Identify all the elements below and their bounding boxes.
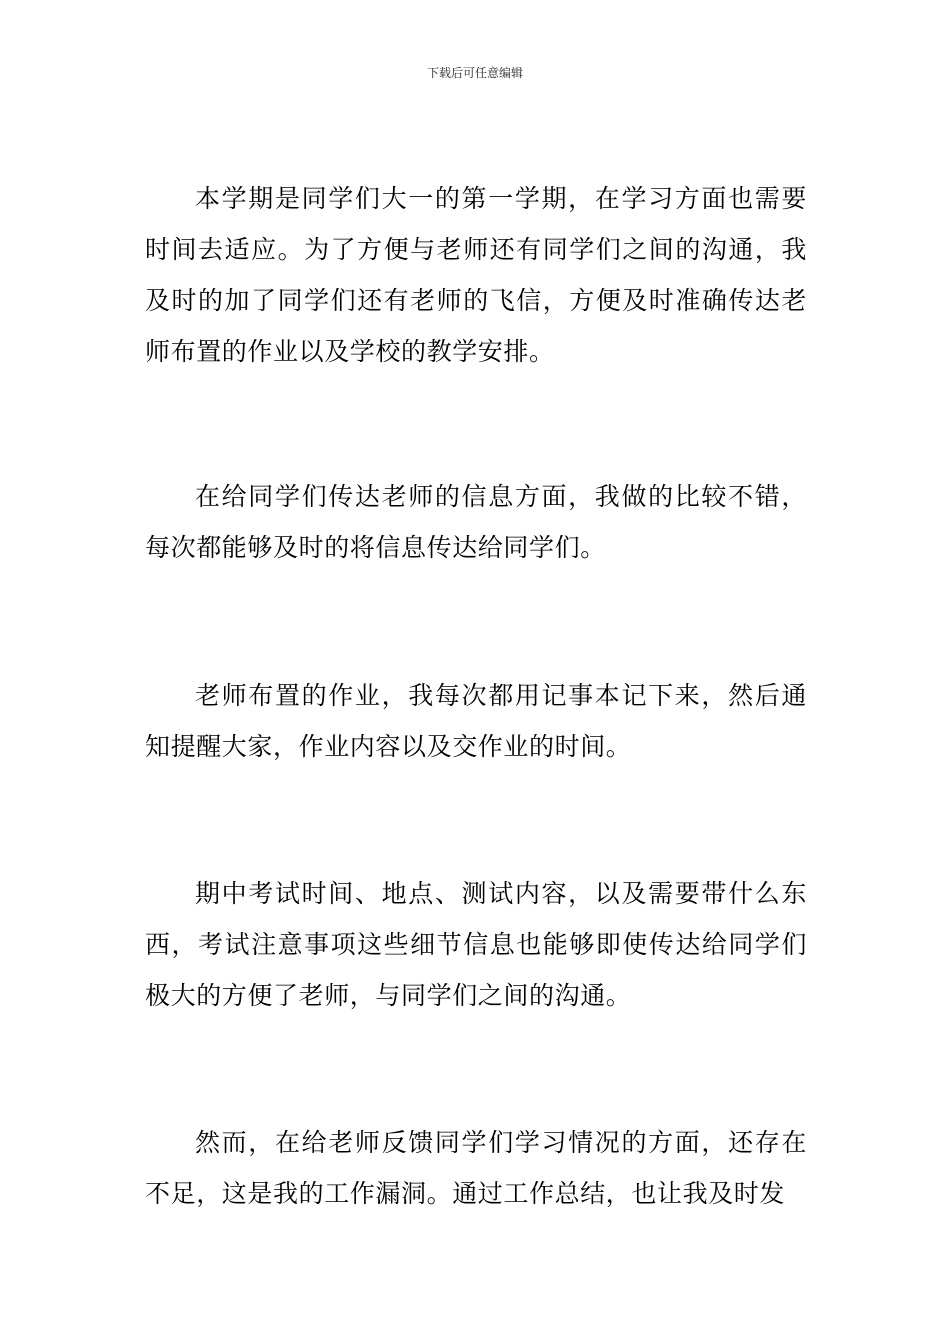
paragraph-3: 老师布置的作业，我每次都用记事本记下来，然后通知提醒大家，作业内容以及交作业的时间。 (145, 681, 807, 761)
paragraph-5: 然而，在给老师反馈同学们学习情况的方面，还存在不足，这是我的工作漏洞。通过工作总结，也让我及时发 (145, 1128, 807, 1208)
paragraph-2: 在给同学们传达老师的信息方面，我做的比较不错，每次都能够及时的将信息传达给同学们。 (145, 482, 807, 562)
header-note: 下载后可任意编辑 (426, 66, 523, 80)
paragraph-4: 期中考试时间、地点、测试内容，以及需要带什么东西，考试注意事项这些细节信息也能够即使传达给同学们极大的方便了老师，与同学们之间的沟通。 (145, 879, 807, 1010)
paragraph-1: 本学期是同学们大一的第一学期，在学习方面也需要时间去适应。为了方便与老师还有同学们之间的沟通，我及时的加了同学们还有老师的飞信，方便及时准确传达老师布置的作业以及学校的教学安排。 (145, 184, 807, 366)
